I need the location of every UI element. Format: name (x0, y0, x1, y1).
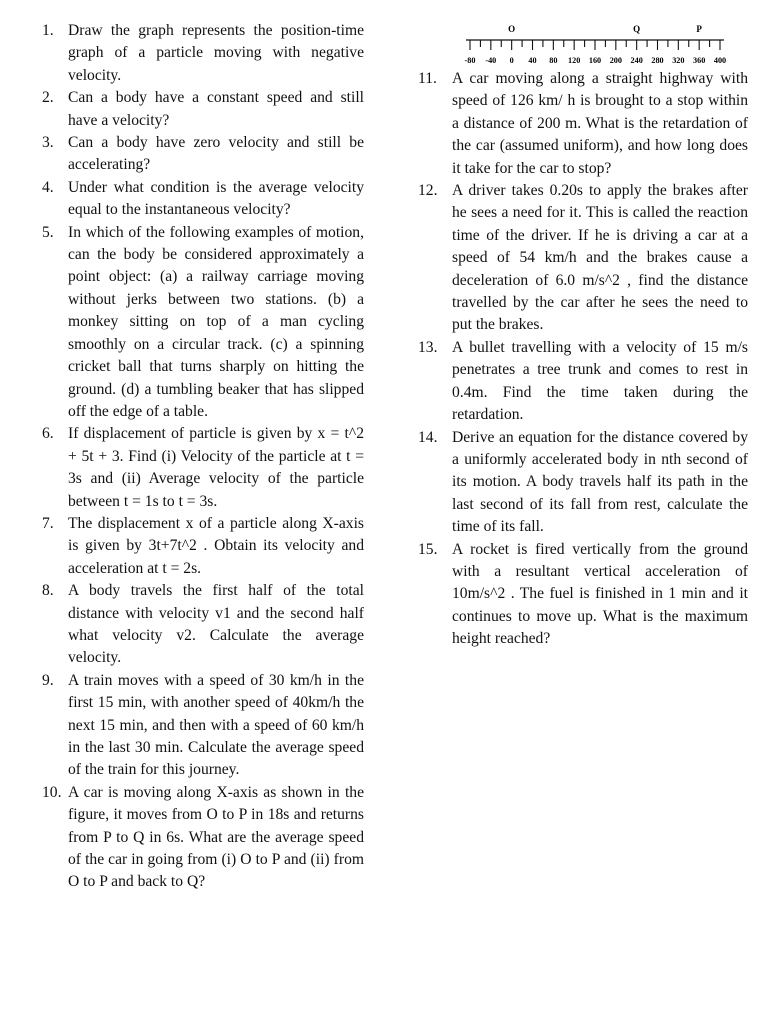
tick-label: 40 (528, 56, 537, 65)
question-5 (42, 222, 364, 424)
question-number: 14. (418, 428, 438, 446)
number-line-figure (462, 20, 732, 66)
point-label-q: Q (633, 24, 641, 34)
tick-label: 240 (630, 56, 643, 65)
question-13 (418, 337, 748, 427)
tick-label: 320 (672, 56, 685, 65)
question-text: The displacement x of a particle along X-axis is given by 3t+7t^2 . Obtain its velocity and acceleration at t = 2s. (68, 514, 364, 577)
point-label-p: P (696, 24, 702, 34)
question-9 (42, 670, 364, 782)
question-number: 2. (42, 89, 54, 107)
question-2 (42, 87, 364, 132)
question-number: 10. (42, 783, 62, 801)
question-number: 15. (418, 540, 438, 558)
tick-label: 400 (713, 56, 727, 65)
question-text: A car is moving along X-axis as shown in the figure, it moves from O to P in 18s and returns from P to Q in 6s. What are the average speed of the car in going from (i) O to P and (ii) from O to P and back to Q? (68, 783, 364, 891)
question-text: Under what condition is the average velocity equal to the instantaneous velocity? (68, 178, 364, 219)
question-number: 5. (42, 223, 54, 241)
point-label-o: O (508, 24, 516, 34)
question-15 (418, 539, 748, 651)
tick-label: 200 (609, 56, 622, 65)
question-number: 7. (42, 514, 54, 532)
question-number: 4. (42, 178, 54, 196)
tick-label: -40 (485, 56, 497, 65)
right-column (418, 68, 748, 651)
tick-label: 280 (651, 56, 664, 65)
question-text: If displacement of particle is given by x = t^2 + 5t + 3. Find (i) Velocity of the particle at t = 3s and (ii) Average velocity of the particle between t = 1s to t = 3s. (68, 425, 364, 510)
question-text: A car moving along a straight highway with speed of 126 km/ h is brought to a stop within a distance of 200 m. What is the retardation of the car (assumed uniform), and how long does it take for the car to stop? (452, 70, 748, 177)
left-column (42, 20, 364, 894)
question-8 (42, 580, 364, 670)
question-text: Derive an equation for the distance covered by a uniformly accelerated body in nth second of its motion. A body travels half its path in the last second of its fall from rest, calculate the time of its fall. (452, 428, 748, 536)
question-text: A train moves with a speed of 30 km/h in the first 15 min, with another speed of 40km/h the next 15 min, and then with a speed of 60 km/h in the last 30 min. Calculate the average speed of the train for this journey. (68, 671, 364, 779)
question-text: In which of the following examples of motion, can the body be considered approximately a point object: (a) a railway carriage moving without jerks between two stations. (b) a monkey sitting on top of a man cycling smoothly on a circular track. (c) a spinning cricket ball that turns sharply on hitting the ground. (d) a tumbling beaker that has slipped off the edge of a table. (68, 223, 364, 420)
question-number: 3. (42, 134, 54, 152)
question-number: 12. (418, 182, 438, 200)
question-3 (42, 132, 364, 177)
question-text: Can a body have a constant speed and still have a velocity? (68, 89, 364, 129)
question-number: 13. (418, 338, 438, 356)
tick-label: 80 (549, 56, 558, 65)
question-14 (418, 427, 748, 539)
tick-label: 360 (693, 56, 706, 65)
question-text: A bullet travelling with a velocity of 15 m/s penetrates a tree trunk and comes to rest in 0.4m. Find the time taken during the retardation. (452, 338, 748, 424)
question-text: A body travels the first half of the total distance with velocity v1 and the second half what velocity v2. Calculate the average velocity. (68, 582, 364, 667)
tick-label: 120 (568, 56, 581, 65)
question-number: 11. (418, 70, 437, 87)
number-line-svg (462, 20, 732, 66)
tick-label: 160 (588, 56, 602, 65)
question-12 (418, 180, 748, 337)
question-1 (42, 20, 364, 87)
question-number: 8. (42, 582, 54, 600)
question-number: 1. (42, 22, 54, 39)
question-number: 6. (42, 425, 54, 443)
tick-label: 0 (509, 56, 514, 65)
question-text: A rocket is fired vertically from the ground with a resultant vertical acceleration of 10m/s^2 . The fuel is finished in 1 min and it continues to move up. What is the maximum height reached? (452, 540, 748, 648)
tick-label: -80 (464, 56, 476, 65)
question-text: Can a body have zero velocity and still be accelerating? (68, 134, 364, 174)
question-4 (42, 177, 364, 222)
question-text: A driver takes 0.20s to apply the brakes after he sees a need for it. This is called the reaction time of the driver. If he is driving a car at a speed of 54 km/h and the brakes cause a deceleration of 6.0 m/s^2 , find the distance travelled by the car after he sees the need to put the brakes. (452, 182, 748, 334)
question-6 (42, 423, 364, 513)
question-11 (418, 68, 748, 180)
question-10 (42, 782, 364, 894)
question-number: 9. (42, 671, 54, 689)
question-7 (42, 513, 364, 580)
question-text: Draw the graph represents the position-time graph of a particle moving with negative velocity. (68, 22, 364, 84)
